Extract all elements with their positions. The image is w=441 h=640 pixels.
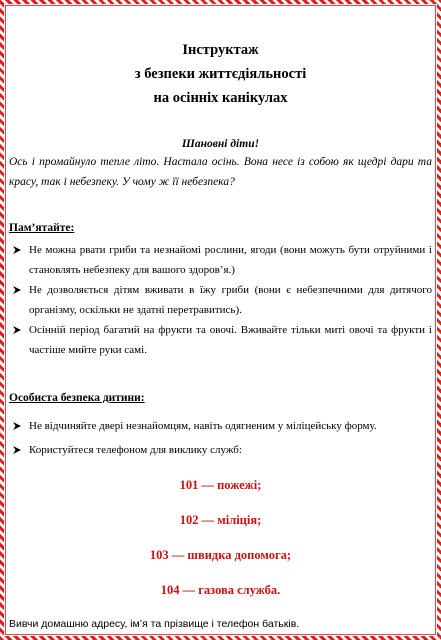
emergency-number-gas: 104 — газова служба. [160, 583, 281, 597]
section-heading-remember: Пам’ятайте: [9, 222, 75, 234]
emergency-numbers [9, 476, 432, 599]
list-item [9, 416, 432, 436]
list-item [9, 240, 432, 280]
arrowhead-bullet-icon [11, 240, 23, 260]
arrowhead-bullet-icon [11, 440, 23, 460]
list-item-text: Не відчиняйте двері незнайомцям, навіть одягненим у міліцейську форму. [29, 420, 377, 432]
list-item [9, 280, 432, 320]
list-item-text: Користуйтеся телефоном для виклику служб: [29, 444, 242, 456]
intro-paragraph: Ось і промайнуло тепле літо. Настала осінь. Вона несе із собою як щедрі дари та красу, так і небезпеку. У чому ж її небезпека? [9, 156, 432, 188]
list-item [9, 440, 432, 460]
emergency-number-police: 102 — міліція; [179, 513, 262, 527]
arrowhead-bullet-icon [11, 320, 23, 340]
title-line-3: на осінніх канікулах [153, 90, 288, 106]
document-title [9, 38, 432, 110]
greeting: Шановні діти! [181, 138, 260, 150]
emergency-number-fire: 101 — пожежі; [179, 478, 262, 492]
title-line-1: Інструктаж [182, 42, 259, 58]
arrowhead-bullet-icon [11, 416, 23, 436]
list-item-text: Осінній період багатий на фрукти та овочі. Вживайте тільки миті овочі та фрукти і частіше мийте руки самі. [29, 324, 432, 356]
arrowhead-bullet-icon [11, 280, 23, 300]
title-line-2: з безпеки життєдіяльності [134, 66, 307, 82]
section-heading-personal-safety: Особиста безпека дитини: [9, 392, 145, 404]
remember-list [9, 240, 432, 360]
emergency-number-ambulance: 103 — швидка допомога; [149, 548, 292, 562]
document-content [9, 38, 432, 632]
footer-note: Вивчи домашню адресу, ім’я та прізвище і телефон батьків. [9, 618, 300, 630]
personal-safety-list [9, 416, 432, 460]
list-item-text: Не можна рвати гриби та незнайомі рослини, ягоди (вони можуть бути отруйними і становлять небезпеку для вашого здоров’я.) [29, 244, 432, 276]
list-item [9, 320, 432, 360]
list-item-text: Не дозволяється дітям вживати в їжу гриби (вони є небезпечними для дитячого організму, оскільки не здатні перетравитись). [29, 284, 432, 316]
